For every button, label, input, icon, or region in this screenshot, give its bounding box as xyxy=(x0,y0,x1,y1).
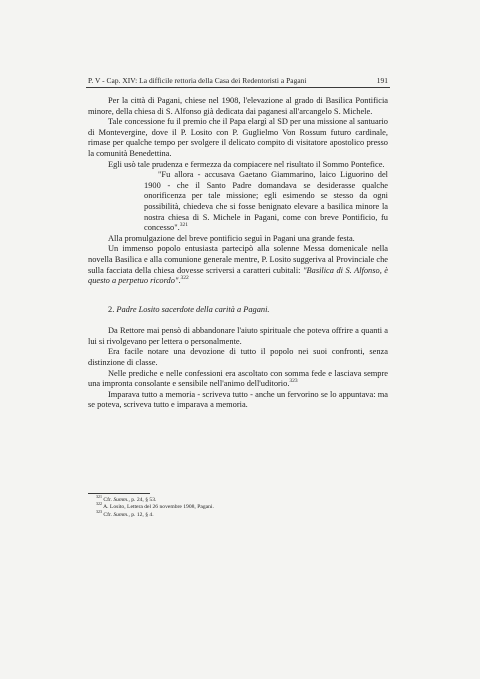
paragraph: Era facile notare una devozione di tutto il popolo nei suoi confronti, senza distinzione di classe. xyxy=(88,347,388,368)
footnote-number: 323 xyxy=(96,508,102,514)
paragraph xyxy=(88,369,388,390)
footnotes xyxy=(96,494,376,519)
section-title: Padre Losito sacerdote della carità a Pagani. xyxy=(116,304,270,314)
paragraph: Egli usò tale prudenza e fermezza da compiacere nel risultato il Sommo Pontefice. xyxy=(108,159,385,169)
body-text xyxy=(88,96,388,411)
running-header xyxy=(88,76,388,85)
paragraph-text: Un immenso popolo entusiasta partecipò alla solenne Messa domenicale nella novella Basilica e alla comunione generale mentre, P. Losito suggeriva al Provinciale che sulla facciata della chiesa dovesse scriversi a caratteri cubitali: xyxy=(88,244,388,275)
paragraph: Imparava tutto a memoria - scriveva tutto - anche un fervorino se lo appuntava: ma se poteva, scriveva tutto e imparava a memoria. xyxy=(88,389,388,410)
section-heading xyxy=(88,305,388,316)
footnote-source: Summ. xyxy=(113,511,129,518)
paragraph: Alla promulgazione del breve pontificio seguì in Pagani una grande festa. xyxy=(108,233,355,243)
footnote xyxy=(96,508,376,519)
inscription-text: "Basilica di S. Alfonso, è questo a perpetuo ricordo" xyxy=(88,265,388,286)
paragraph: Per la città di Pagani, chiese nel 1908, l'elevazione al grado di Basilica Pontificia minore, della chiesa di S. Alfonso già dedicata dai paganesi all'arcangelo S. Michele. xyxy=(88,96,388,116)
header-rule xyxy=(86,87,390,88)
section-number: 2. xyxy=(108,304,117,314)
footnote-text: , p. 12, § 4. xyxy=(128,511,154,518)
quote-text: "Fu allora - accusava Gaetano Giammarino, laico Liguorino del 1900 - che il Santo Padre domandava se desiderasse qualche onorificenza per tale missione; egli esimendo se stesso da ogni possibilità, chiedeva che si fosse benignato elevare a basilica minore la nostra chiesa di S. Michele in Pagani, come con breve Pontificio, fu concesso". xyxy=(144,170,388,233)
paragraph-text: Nelle prediche e nelle confessioni era ascoltato con somma fede e lasciava sempre una impronta consolante e sensibile nell'animo dell'uditorio. xyxy=(88,368,388,389)
punctuation: . xyxy=(178,276,181,286)
footnote-text: , p. 24, § 53. xyxy=(128,497,157,503)
footnote-number: 322 xyxy=(96,501,102,507)
footnote-text: A. Losito, Lettera del 26 novembre 1908, Pagani. xyxy=(103,504,214,511)
page-number: 191 xyxy=(376,76,388,85)
block-quote xyxy=(144,170,388,234)
footnote-ref: 323 xyxy=(289,378,298,385)
footnote-text: Cfr. xyxy=(103,497,114,503)
footnote-text: Cfr. xyxy=(103,511,114,518)
paragraph: Tale concessione fu il premio che il Papa elargì al SD per una missione al santuario di Montevergine, dove il P. Losito con P. Guglielmo Von Rossum futuro cardinale, rimase per qualche tempo per svolgere il delicato compito di visitatore apostolico presso la comunità Benedettina. xyxy=(88,117,388,158)
footnote-ref: 322 xyxy=(180,275,189,282)
header-title: P. V - Cap. XIV: La difficile rettoria della Casa dei Redentoristi a Pagani xyxy=(88,76,307,85)
footnote-number: 321 xyxy=(96,494,102,500)
footnote-source: Summ. xyxy=(113,497,129,503)
footnote-ref: 321 xyxy=(179,222,188,229)
paragraph xyxy=(88,244,388,286)
footnote xyxy=(96,501,376,511)
paragraph: Da Rettore mai pensò di abbandonare l'aiuto spirituale che poteva offrire a quanti a lui si rivolgevano per lettera o personalmente. xyxy=(88,326,388,346)
